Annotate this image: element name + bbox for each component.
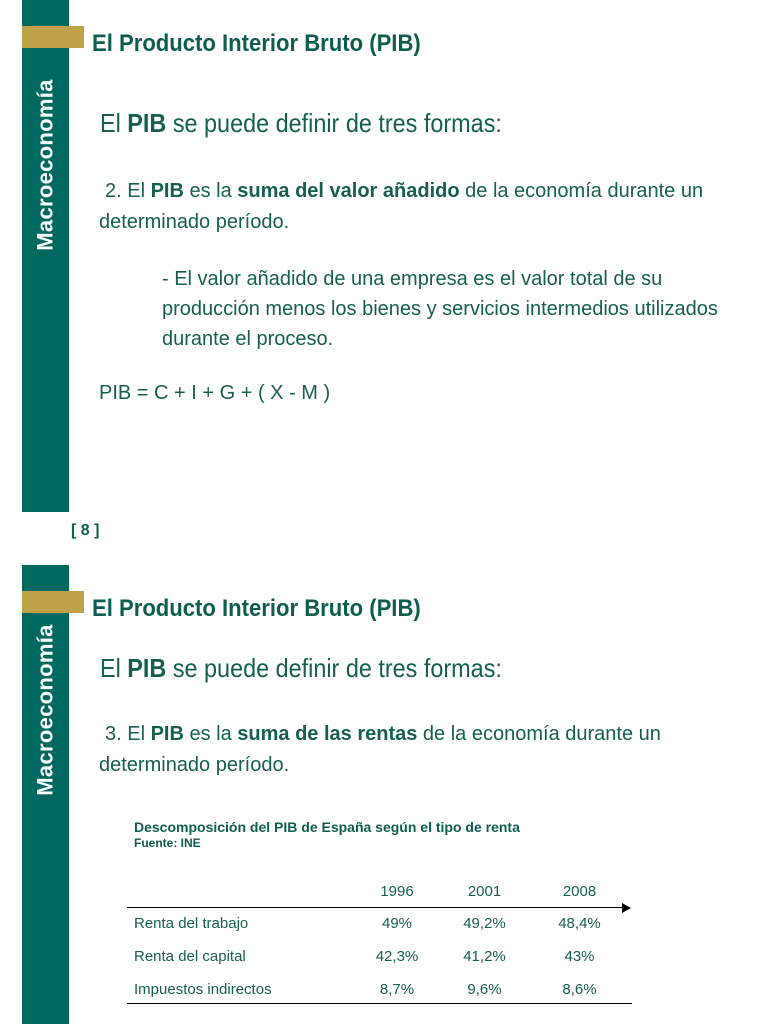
table-top-rule (127, 907, 625, 908)
table-title: Descomposición del PIB de España según el tipo de renta (134, 819, 520, 835)
slide-title: El Producto Interior Bruto (PIB) (92, 595, 421, 622)
table-row (127, 973, 632, 1006)
table-row (127, 907, 632, 940)
title-accent (22, 591, 84, 613)
arrow-right-icon (622, 903, 631, 913)
lead-text: El PIB se puede definir de tres formas: (100, 653, 502, 683)
side-label (22, 580, 69, 840)
title-accent (22, 26, 84, 48)
page-number: [ 8 ] (71, 522, 100, 539)
table-cell: Renta del trabajo (134, 915, 249, 932)
definition-paragraph: 2. El PIB es la suma del valor añadido de la economía durante un determinado período. (99, 180, 704, 233)
table-cell: Impuestos indirectos (134, 981, 272, 998)
side-label-text: Macroeconomía (32, 79, 58, 251)
slide-2 (0, 565, 768, 1024)
table-header-cell: 2001 (467, 882, 502, 900)
table-cell: 41,2% (463, 948, 506, 965)
table-cell: 43% (564, 948, 595, 965)
table-cell: 49,2% (463, 915, 506, 932)
table-header-cell: 2008 (562, 882, 597, 900)
table-header-cell: 1996 (380, 882, 414, 900)
table-caption (134, 819, 520, 850)
gdp-table (127, 875, 632, 1006)
table-cell: 9,6% (467, 981, 502, 998)
table-cell: 49% (381, 915, 413, 932)
table-cell: 8,6% (562, 981, 597, 998)
side-label-text: Macroeconomía (32, 624, 58, 796)
table-header-row (127, 875, 632, 907)
slide-title: El Producto Interior Bruto (PIB) (92, 30, 421, 57)
table-row (127, 940, 632, 973)
table-cell: 8,7% (379, 981, 415, 998)
table-bottom-rule (127, 1003, 632, 1004)
table-cell: 48,4% (558, 915, 601, 932)
table-source: Fuente: INE (134, 836, 201, 850)
lead-text: El PIB se puede definir de tres formas: (100, 108, 502, 138)
side-label (22, 35, 69, 295)
table-cell: Renta del capital (134, 948, 246, 965)
formula: PIB = C + I + G + ( X - M ) (99, 382, 331, 404)
sub-point: - El valor añadido de una empresa es el valor total de su producción menos los bienes y servicios intermedios utilizados durante el proceso. (162, 268, 718, 350)
definition-paragraph: 3. El PIB es la suma de las rentas de la economía durante un determinado período. (99, 723, 661, 776)
table-cell: 42,3% (375, 948, 419, 965)
